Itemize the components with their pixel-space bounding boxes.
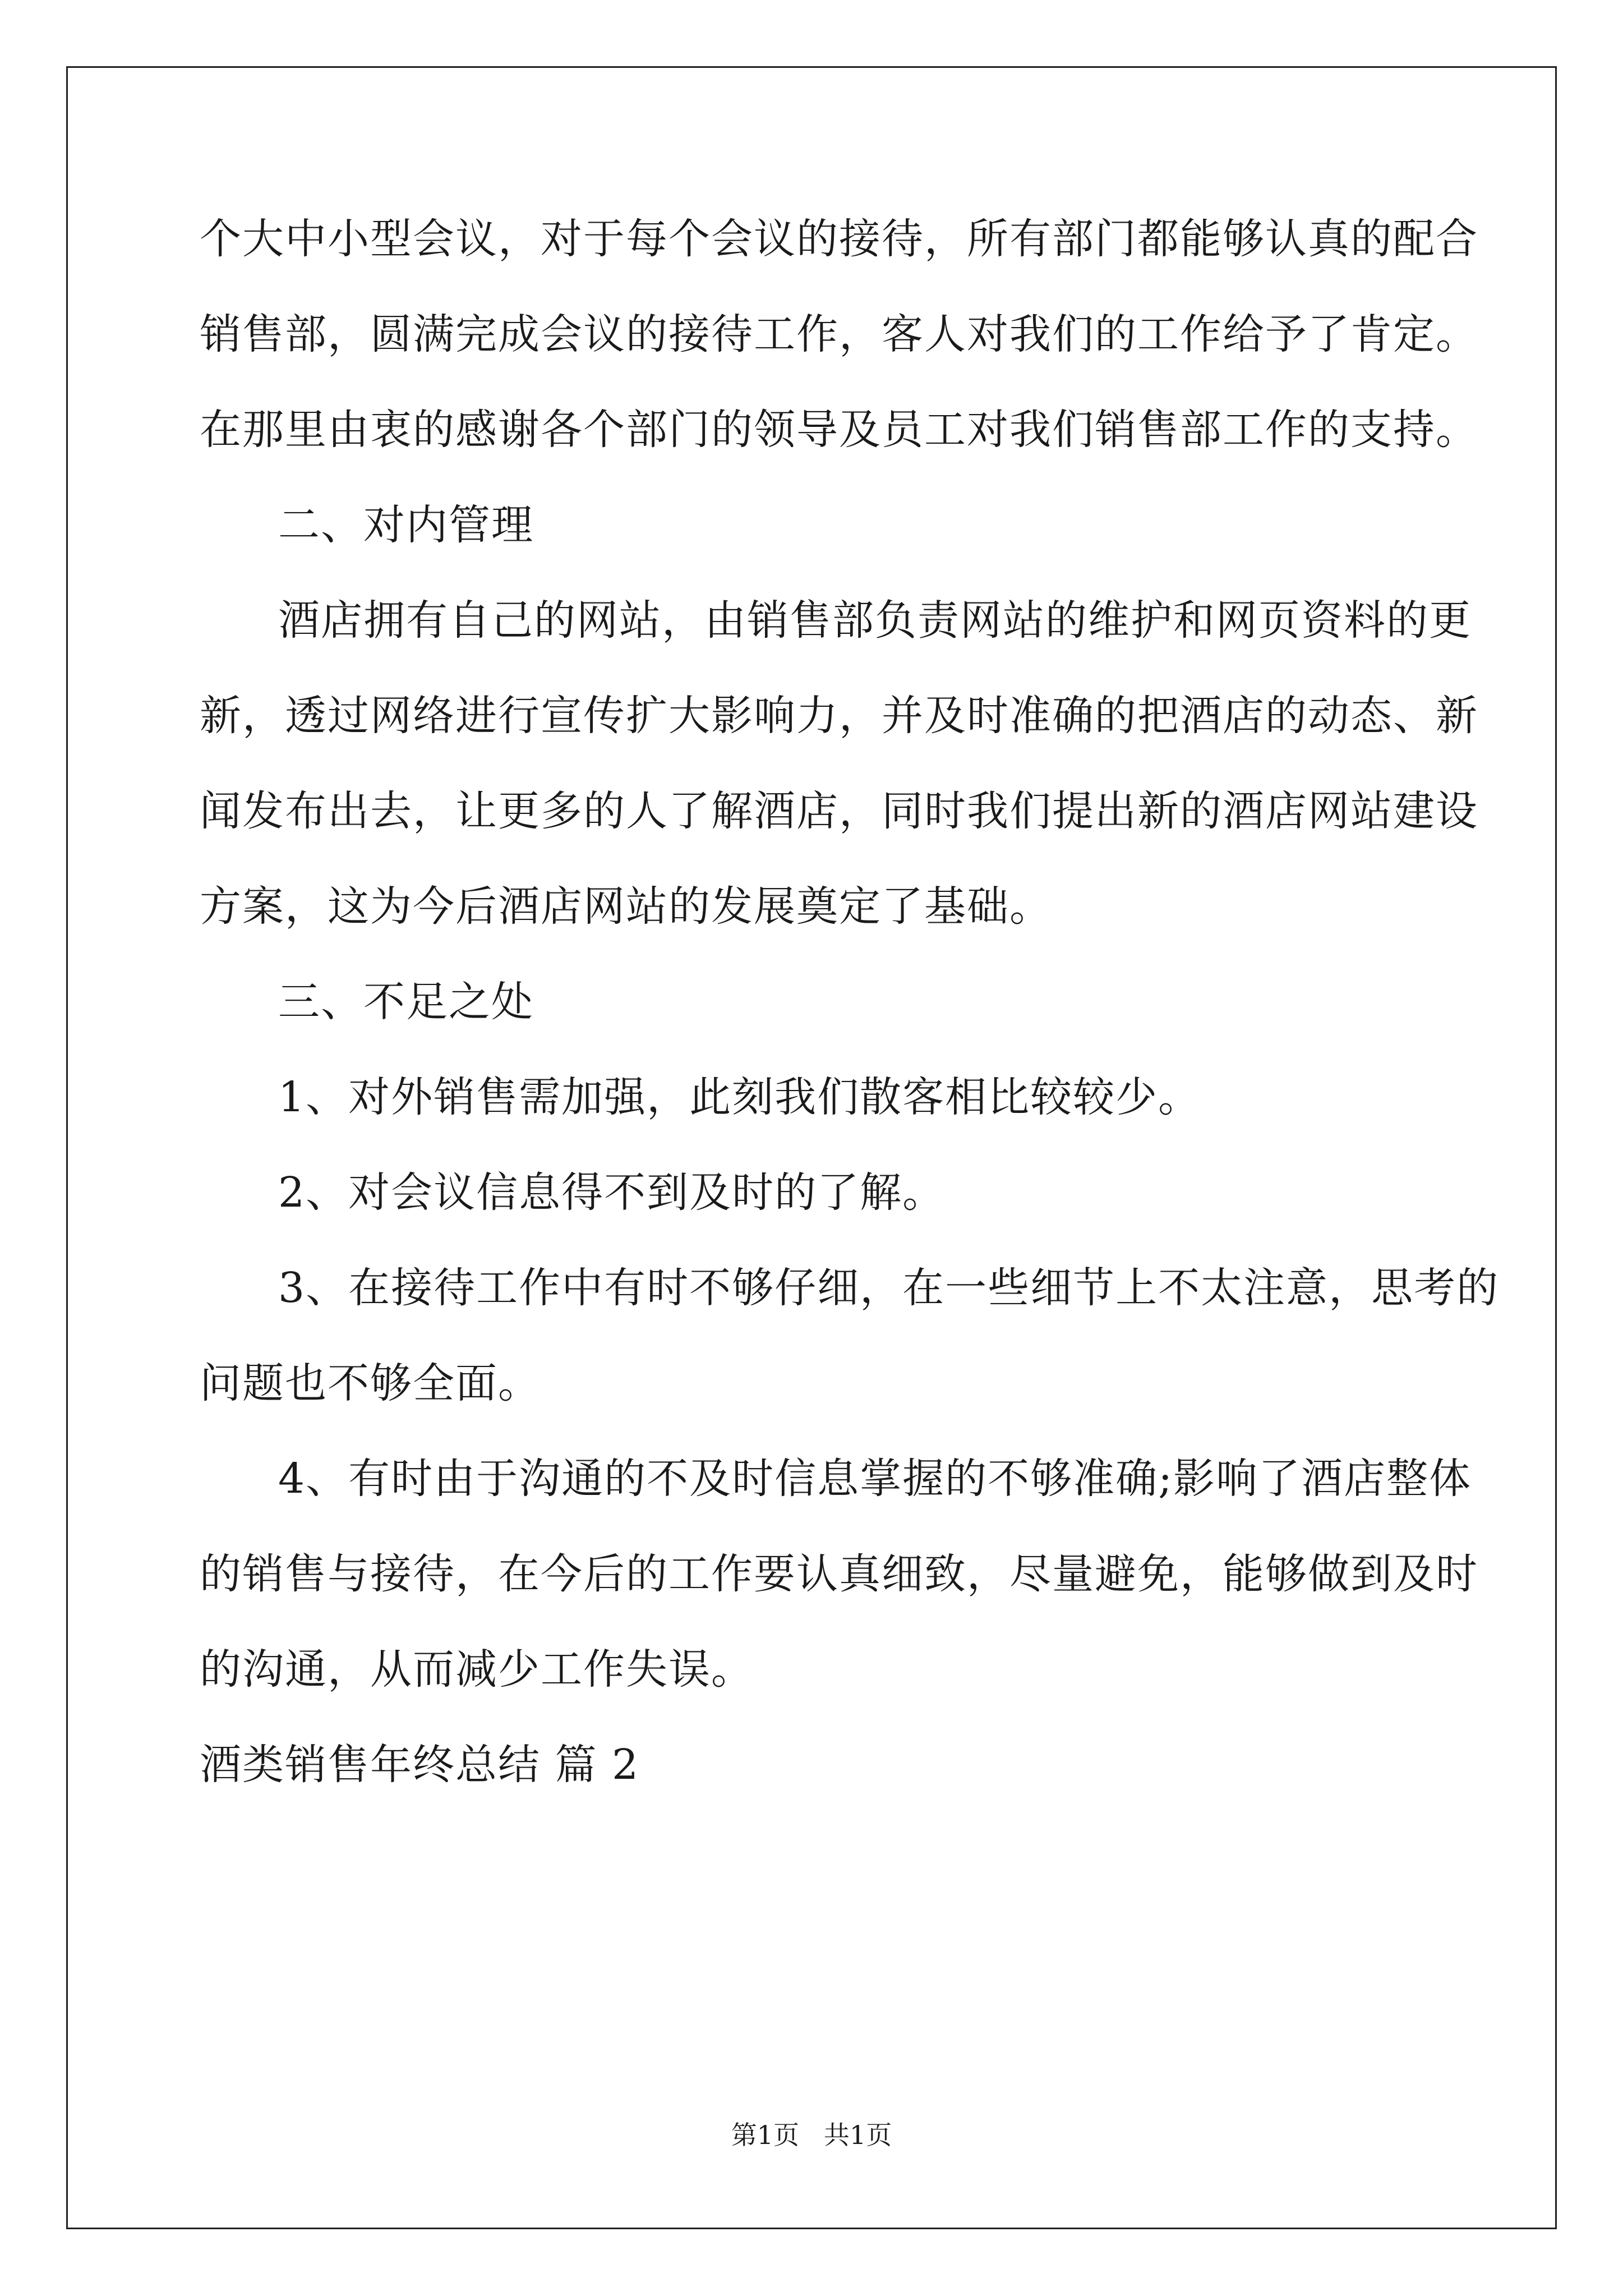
list-item: 3、在接待工作中有时不够仔细，在一些细节上不太注意，思考的 [278,1264,1500,1312]
text-line: 方案，这为今后酒店网站的发展奠定了基础。 [200,882,1052,931]
list-item: 2、对会议信息得不到及时的了解。 [278,1168,946,1217]
text-line: 新，透过网络进行宣传扩大影响力，并及时准确的把酒店的动态、新 [200,692,1478,740]
text-line: 在那里由衷的感谢各个部门的领导及员工对我们销售部工作的支持。 [200,406,1478,454]
text-line: 的沟通，从而减少工作失误。 [200,1645,754,1694]
text-line: 闻发布出去，让更多的人了解酒店，同时我们提出新的酒店网站建设 [200,787,1478,835]
section-heading: 三、不足之处 [278,978,534,1026]
text-line: 个大中小型会议，对于每个会议的接待，所有部门都能够认真的配合 [200,215,1478,263]
page-number: 第1页 共1页 [731,2120,892,2150]
article-title: 酒类销售年终总结 篇 2 [200,1741,640,1789]
list-item: 4、有时由于沟通的不及时信息掌握的不够准确;影响了酒店整体 [278,1455,1472,1503]
list-item: 1、对外销售需加强，此刻我们散客相比较较少。 [278,1073,1201,1121]
section-heading: 二、对内管理 [278,501,534,549]
text-line: 销售部，圆满完成会议的接待工作，客人对我们的工作给予了肯定。 [200,310,1478,358]
text-line: 的销售与接待，在今后的工作要认真细致，尽量避免，能够做到及时 [200,1550,1478,1598]
text-line: 酒店拥有自己的网站，由销售部负责网站的维护和网页资料的更 [278,596,1472,645]
text-line: 问题也不够全面。 [200,1359,541,1407]
page-border [66,66,1557,2229]
